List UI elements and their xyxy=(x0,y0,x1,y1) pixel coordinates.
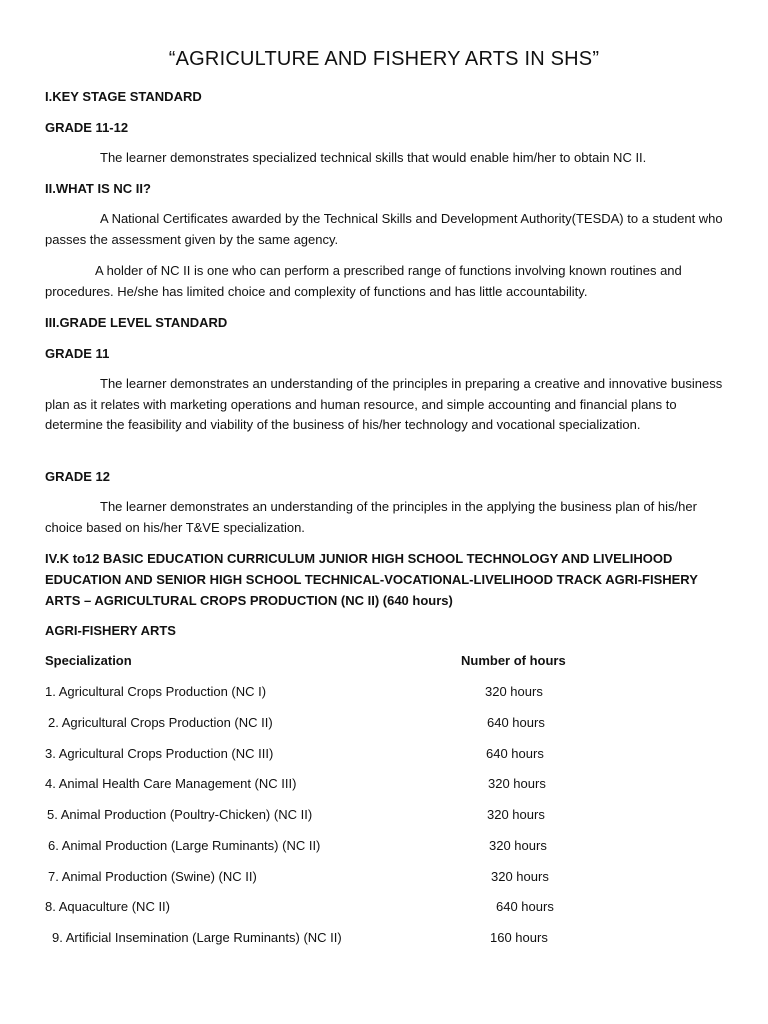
hours-value: 640 hours xyxy=(486,746,544,761)
section-heading-grade-level: III.GRADE LEVEL STANDARD xyxy=(45,315,228,330)
section-heading-what-is-nc2: II.WHAT IS NC II? xyxy=(45,181,151,196)
specialization-name: 4. Animal Health Care Management (NC III) xyxy=(45,776,297,791)
table-row xyxy=(0,807,768,827)
specialization-name: 8. Aquaculture (NC II) xyxy=(45,899,170,914)
key-stage-text: The learner demonstrates specialized technical skills that would enable him/her to obtain NC II. xyxy=(100,150,647,165)
specialization-name: 7. Animal Production (Swine) (NC II) xyxy=(48,869,257,884)
table-row xyxy=(0,715,768,735)
specialization-name: 6. Animal Production (Large Ruminants) (NC II) xyxy=(48,838,321,853)
nc2-definition-text: A National Certificates awarded by the Technical Skills and Development Authority(TESDA) to a student who passes the assessment given by the same agency. xyxy=(45,211,723,247)
page-title: “AGRICULTURE AND FISHERY ARTS IN SHS” xyxy=(168,48,600,70)
grade-heading-11: GRADE 11 xyxy=(45,346,110,361)
table-row xyxy=(0,930,768,950)
table-row xyxy=(0,684,768,704)
hours-value: 320 hours xyxy=(485,684,543,699)
table-header-row xyxy=(0,653,768,673)
specialization-name: 9. Artificial Insemination (Large Ruminants) (NC II) xyxy=(52,930,342,945)
column-header-specialization: Specialization xyxy=(45,653,132,668)
grade-12-text: The learner demonstrates an understanding of the principles in the applying the business plan of his/her choice based on his/her T&VE specialization. xyxy=(45,499,697,535)
specialization-name: 3. Agricultural Crops Production (NC III) xyxy=(45,746,274,761)
table-row xyxy=(0,869,768,889)
specialization-name: 2. Agricultural Crops Production (NC II) xyxy=(48,715,273,730)
specialization-name: 5. Animal Production (Poultry-Chicken) (NC II) xyxy=(47,807,313,822)
table-row xyxy=(0,776,768,796)
table-row xyxy=(0,838,768,858)
specialization-name: 1. Agricultural Crops Production (NC I) xyxy=(45,684,267,699)
hours-value: 320 hours xyxy=(489,838,547,853)
nc2-holder-text: A holder of NC II is one who can perform a prescribed range of functions involving known routines and procedures. He/she has limited choice and complexity of functions and has little accountability. xyxy=(45,263,682,299)
section-heading-curriculum: IV.K to12 BASIC EDUCATION CURRICULUM JUNIOR HIGH SCHOOL TECHNOLOGY AND LIVELIHOOD EDUCATION AND SENIOR HIGH SCHOOL TECHNICAL-VOCATIONAL-LIVELIHOOD TRACK AGRI-FISHERY ARTS – AGRICULTURAL CROPS PRODUCTION (NC II) (640 hours) xyxy=(45,551,698,608)
hours-value: 320 hours xyxy=(491,869,549,884)
hours-value: 160 hours xyxy=(490,930,548,945)
hours-value: 320 hours xyxy=(487,807,545,822)
hours-value: 640 hours xyxy=(487,715,545,730)
grade-heading-12: GRADE 12 xyxy=(45,469,111,484)
hours-value: 640 hours xyxy=(496,899,554,914)
hours-value: 320 hours xyxy=(488,776,546,791)
grade-heading-11-12: GRADE 11-12 xyxy=(45,120,129,135)
section-heading-key-stage: I.KEY STAGE STANDARD xyxy=(45,89,202,104)
table-row xyxy=(0,746,768,766)
agri-fishery-subheading: AGRI-FISHERY ARTS xyxy=(45,623,176,638)
column-header-hours: Number of hours xyxy=(461,653,566,668)
grade-11-text: The learner demonstrates an understanding of the principles in preparing a creative and innovative business plan as it relates with marketing operations and human resource, and simple accounting and financial plans to determine the feasibility and viability of the business of his/her technology and vocational specialization. xyxy=(45,376,723,432)
table-row xyxy=(0,899,768,919)
